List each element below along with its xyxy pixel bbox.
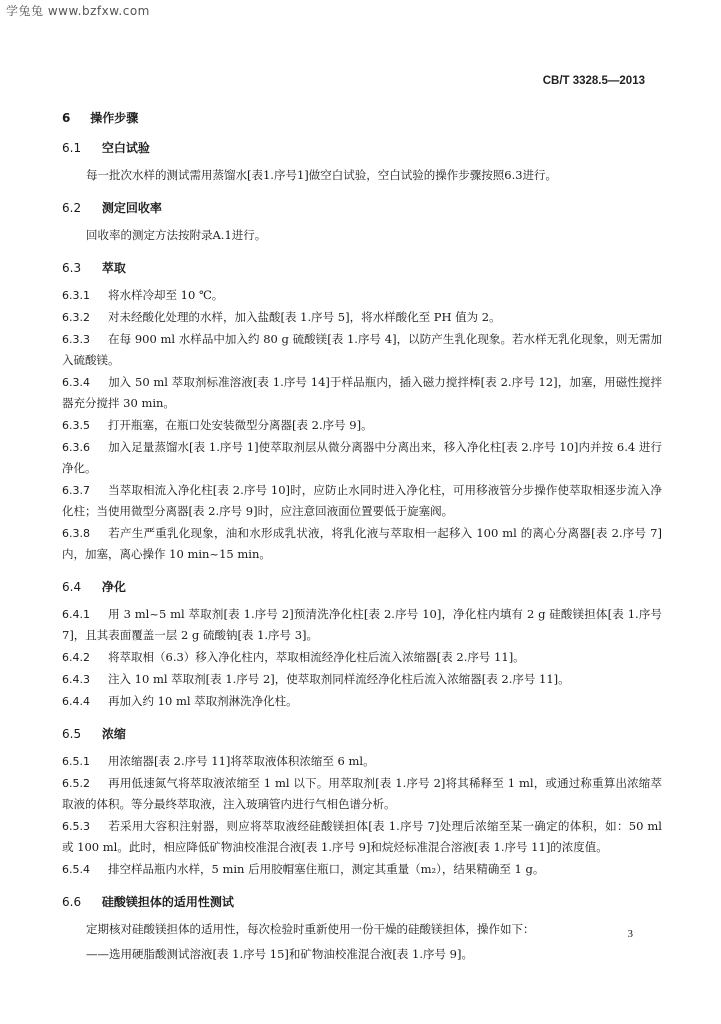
clause-number: 6.5.1 [62, 755, 90, 768]
section-number: 6 [62, 111, 71, 125]
clause-text: 打开瓶塞，在瓶口处安装微型分离器[表 2.序号 9]。 [108, 418, 373, 432]
clause-text: 若采用大容积注射器，则应将萃取液经硅酸镁担体[表 1.序号 7]处理后浓缩至某一确定的体积，如：50 ml 或 100 ml。此时，相应降低矿物油校准混合液[表 1.序号 9]和烷烃标准混合溶液[表 1.序号 11]的浓度值。 [62, 819, 662, 854]
clause-text: 用 3 ml~5 ml 萃取剂[表 1.序号 2]预清洗净化柱[表 2.序号 10]，净化柱内填有 2 g 硅酸镁担体[表 1.序号 7]，且其表面覆盖一层 2 g 硫酸钠[表 1.序号 3]。 [62, 607, 662, 642]
clause-text: 对未经酸化处理的水样，加入盐酸[表 1.序号 5]，将水样酸化至 PH 值为 2。 [108, 310, 501, 324]
clause-text: 加入足量蒸馏水[表 1.序号 1]使萃取剂层从微分离器中分离出来，移入净化柱[表 2.序号 10]内并按 6.4 进行净化。 [62, 440, 662, 475]
clause-text: 在每 900 ml 水样品中加入约 80 g 硫酸镁[表 1.序号 4]，以防产生乳化现象。若水样无乳化现象，则无需加入硫酸镁。 [62, 332, 662, 367]
clause [62, 307, 662, 328]
clause-number: 6.3.3 [62, 333, 90, 346]
subsection-title: 浓缩 [101, 727, 126, 741]
clause-text: 排空样品瓶内水样，5 min 后用胶帽塞住瓶口，测定其重量（m₂），结果精确至 1 g。 [108, 862, 545, 876]
clause-text: 当萃取相流入净化柱[表 2.序号 10]时，应防止水同时进入净化柱，可用移液管分步操作使萃取相逐步流入净化柱；当使用微型分离器[表 2.序号 9]时，应注意回液面位置要低于旋塞阀。 [62, 483, 662, 518]
clause-text: 再用低速氮气将萃取液浓缩至 1 ml 以下。用萃取剂[表 1.序号 2]将其稀释至 1 ml，或通过称重算出浓缩萃取液的体积。等分最终萃取液，注入玻璃管内进行气相色谱分析。 [62, 776, 662, 811]
clause-number: 6.4.3 [62, 673, 90, 686]
subsection-heading [62, 200, 662, 216]
subsection-title: 空白试验 [101, 141, 150, 155]
clause-text: 注入 10 ml 萃取剂[表 1.序号 2]，使萃取剂同样流经净化柱后流入浓缩器[表 2.序号 11]。 [108, 672, 570, 686]
clause-number: 6.4.2 [62, 651, 90, 664]
subsection-number: 6.3 [62, 261, 82, 275]
clause-number: 6.3.7 [62, 484, 90, 497]
section-heading [62, 110, 662, 126]
clause-text: 再加入约 10 ml 萃取剂淋洗净化柱。 [108, 694, 298, 708]
clause-number: 6.3.8 [62, 527, 90, 540]
subsection-title: 硅酸镁担体的适用性测试 [101, 895, 234, 909]
clause [62, 669, 662, 690]
clause-text: 若产生严重乳化现象，油和水形成乳状液，将乳化液与萃取相一起移入 100 ml 的离心分离器[表 2.序号 7]内，加塞，离心操作 10 min~15 min。 [62, 526, 662, 561]
dash-list-item: ——选用硬脂酸测试溶液[表 1.序号 15]和矿物油校准混合液[表 1.序号 9]。 [86, 947, 473, 961]
paragraph: 每一批次水样的测试需用蒸馏水[表1.序号1]做空白试验，空白试验的操作步骤按照6.3进行。 [86, 168, 558, 182]
standard-code-header: CB/T 3328.5—2013 [542, 75, 645, 87]
clause-number: 6.5.3 [62, 820, 90, 833]
clause [62, 523, 662, 565]
clause [62, 415, 662, 436]
clause-text: 加入 50 ml 萃取剂标准溶液[表 1.序号 14]于样品瓶内，插入磁力搅拌棒[表 2.序号 12]，加塞，用磁性搅拌器充分搅拌 30 min。 [62, 375, 662, 410]
clause-number: 6.3.4 [62, 376, 90, 389]
clause-number: 6.4.1 [62, 608, 90, 621]
subsection-title: 测定回收率 [101, 201, 162, 215]
clause-number: 6.3.1 [62, 289, 90, 302]
subsection-heading [62, 894, 662, 910]
clause [62, 285, 662, 306]
subsection-title: 净化 [101, 580, 126, 594]
document-body [62, 100, 662, 965]
clause [62, 859, 662, 880]
subsection-title: 萃取 [101, 261, 126, 275]
page-number: 3 [627, 928, 633, 940]
clause [62, 604, 662, 646]
clause [62, 437, 662, 479]
subsection-number: 6.1 [62, 141, 82, 155]
paragraph: 定期核对硅酸镁担体的适用性，每次检验时重新使用一份干燥的硅酸镁担体，操作如下： [86, 922, 535, 936]
clause [62, 691, 662, 712]
clause-text: 将萃取相（6.3）移入净化柱内，萃取相流经净化柱后流入浓缩器[表 2.序号 11]。 [108, 650, 525, 664]
clause [62, 773, 662, 815]
site-watermark: 学兔兔 www.bzfxw.com [6, 4, 150, 18]
subsection-heading [62, 726, 662, 742]
subsection-number: 6.5 [62, 727, 82, 741]
subsection-number: 6.6 [62, 895, 82, 909]
clause-number: 6.3.2 [62, 311, 90, 324]
clause [62, 751, 662, 772]
paragraph: 回收率的测定方法按附录A.1进行。 [86, 228, 267, 242]
clause-number: 6.5.4 [62, 863, 90, 876]
clause [62, 480, 662, 522]
subsection-number: 6.2 [62, 201, 82, 215]
clause [62, 329, 662, 371]
clause-number: 6.5.2 [62, 777, 90, 790]
subsection-heading [62, 140, 662, 156]
clause-number: 6.3.6 [62, 441, 90, 454]
clause [62, 647, 662, 668]
clause-text: 将水样冷却至 10 ℃。 [108, 288, 224, 302]
subsection-heading [62, 260, 662, 276]
section-title: 操作步骤 [90, 111, 139, 125]
clause-number: 6.3.5 [62, 419, 90, 432]
subsection-number: 6.4 [62, 580, 82, 594]
subsection-heading [62, 579, 662, 595]
clause [62, 816, 662, 858]
clause-text: 用浓缩器[表 2.序号 11]将萃取液体积浓缩至 6 ml。 [108, 754, 375, 768]
clause [62, 372, 662, 414]
clause-number: 6.4.4 [62, 695, 90, 708]
